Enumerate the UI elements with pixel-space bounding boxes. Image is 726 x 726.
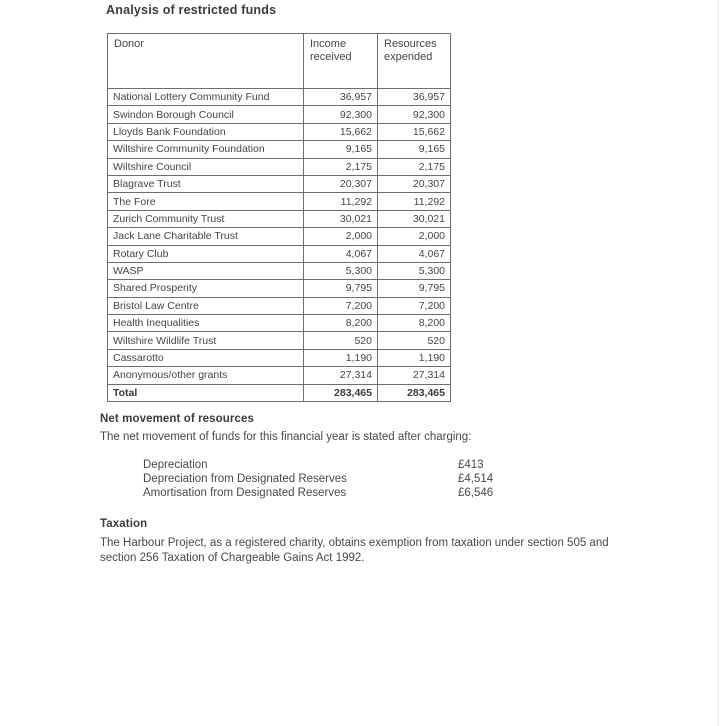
total-income: 283,465 xyxy=(304,384,378,401)
cell-income: 30,021 xyxy=(304,210,378,227)
charge-item-value: £6,546 xyxy=(458,487,494,499)
cell-income: 4,067 xyxy=(304,245,378,262)
cell-income: 11,292 xyxy=(304,193,378,210)
cell-expended: 2,175 xyxy=(378,158,451,175)
cell-income: 2,175 xyxy=(304,158,378,175)
cell-donor: Zurich Community Trust xyxy=(108,210,304,227)
table-row xyxy=(108,262,451,279)
scan-edge-artifact xyxy=(718,0,719,726)
cell-income: 9,795 xyxy=(304,280,378,297)
cell-donor: Wiltshire Community Foundation xyxy=(108,141,304,158)
table-total-row xyxy=(108,384,451,401)
column-header-donor: Donor xyxy=(108,34,304,89)
table-row xyxy=(108,280,451,297)
restricted-funds-table xyxy=(107,33,451,402)
cell-donor: Anonymous/other grants xyxy=(108,367,304,384)
cell-expended: 15,662 xyxy=(378,123,451,140)
cell-income: 36,957 xyxy=(304,89,378,106)
net-movement-body: The net movement of funds for this financial year is stated after charging: xyxy=(100,431,472,443)
cell-income: 8,200 xyxy=(304,315,378,332)
cell-income: 520 xyxy=(304,332,378,349)
table-row xyxy=(108,210,451,227)
cell-donor: Blagrave Trust xyxy=(108,175,304,192)
cell-expended: 8,200 xyxy=(378,315,451,332)
net-movement-heading: Net movement of resources xyxy=(100,413,254,425)
cell-income: 20,307 xyxy=(304,175,378,192)
cell-income: 27,314 xyxy=(304,367,378,384)
donor-table-body xyxy=(108,89,451,385)
cell-donor: The Fore xyxy=(108,193,304,210)
cell-donor: Wiltshire Wildlife Trust xyxy=(108,332,304,349)
cell-donor: Swindon Borough Council xyxy=(108,106,304,123)
cell-expended: 2,000 xyxy=(378,228,451,245)
cell-expended: 9,795 xyxy=(378,280,451,297)
table-row xyxy=(108,297,451,314)
cell-income: 15,662 xyxy=(304,123,378,140)
table-header xyxy=(108,34,451,89)
taxation-heading: Taxation xyxy=(100,518,148,530)
cell-income: 92,300 xyxy=(304,106,378,123)
cell-donor: National Lottery Community Fund xyxy=(108,89,304,106)
charge-item xyxy=(143,472,493,486)
cell-expended: 4,067 xyxy=(378,245,451,262)
table-row xyxy=(108,349,451,366)
taxation-body: The Harbour Project, as a registered charity, obtains exemption from taxation under section 505 and section 256 Taxation of Chargeable Gains Act 1992. xyxy=(100,537,609,564)
table-row xyxy=(108,315,451,332)
charge-item xyxy=(143,486,493,500)
cell-expended: 5,300 xyxy=(378,262,451,279)
cell-income: 1,190 xyxy=(304,349,378,366)
charge-item-label: Depreciation xyxy=(143,459,208,471)
cell-donor: Cassarotto xyxy=(108,349,304,366)
table-row xyxy=(108,332,451,349)
page-title: Analysis of restricted funds xyxy=(106,3,277,17)
cell-expended: 7,200 xyxy=(378,297,451,314)
cell-expended: 30,021 xyxy=(378,210,451,227)
table-row xyxy=(108,158,451,175)
column-header-expended: Resources expended xyxy=(378,34,451,89)
cell-expended: 11,292 xyxy=(378,193,451,210)
cell-expended: 20,307 xyxy=(378,175,451,192)
cell-donor: Rotary Club xyxy=(108,245,304,262)
cell-income: 2,000 xyxy=(304,228,378,245)
charge-item-label: Depreciation from Designated Reserves xyxy=(143,473,347,485)
table-row xyxy=(108,123,451,140)
table-row xyxy=(108,193,451,210)
table-row xyxy=(108,141,451,158)
cell-donor: WASP xyxy=(108,262,304,279)
cell-expended: 1,190 xyxy=(378,349,451,366)
table-row xyxy=(108,175,451,192)
table-footer xyxy=(108,384,451,401)
table-row xyxy=(108,89,451,106)
cell-expended: 36,957 xyxy=(378,89,451,106)
cell-donor: Health Inequalities xyxy=(108,315,304,332)
charge-item-label: Amortisation from Designated Reserves xyxy=(143,487,347,499)
table-row xyxy=(108,106,451,123)
net-movement-items xyxy=(143,458,493,500)
cell-income: 5,300 xyxy=(304,262,378,279)
cell-donor: Wiltshire Council xyxy=(108,158,304,175)
charge-item-value: £413 xyxy=(458,459,484,471)
cell-expended: 520 xyxy=(378,332,451,349)
column-header-income: Income received xyxy=(304,34,378,89)
total-label: Total xyxy=(108,384,304,401)
cell-donor: Lloyds Bank Foundation xyxy=(108,123,304,140)
charge-item xyxy=(143,458,493,472)
cell-expended: 9,165 xyxy=(378,141,451,158)
cell-expended: 92,300 xyxy=(378,106,451,123)
total-expended: 283,465 xyxy=(378,384,451,401)
cell-income: 9,165 xyxy=(304,141,378,158)
table-row xyxy=(108,228,451,245)
table-row xyxy=(108,367,451,384)
cell-donor: Shared Prosperity xyxy=(108,280,304,297)
cell-expended: 27,314 xyxy=(378,367,451,384)
table-row xyxy=(108,245,451,262)
charge-item-value: £4,514 xyxy=(458,473,494,485)
cell-donor: Bristol Law Centre xyxy=(108,297,304,314)
cell-income: 7,200 xyxy=(304,297,378,314)
cell-donor: Jack Lane Charitable Trust xyxy=(108,228,304,245)
